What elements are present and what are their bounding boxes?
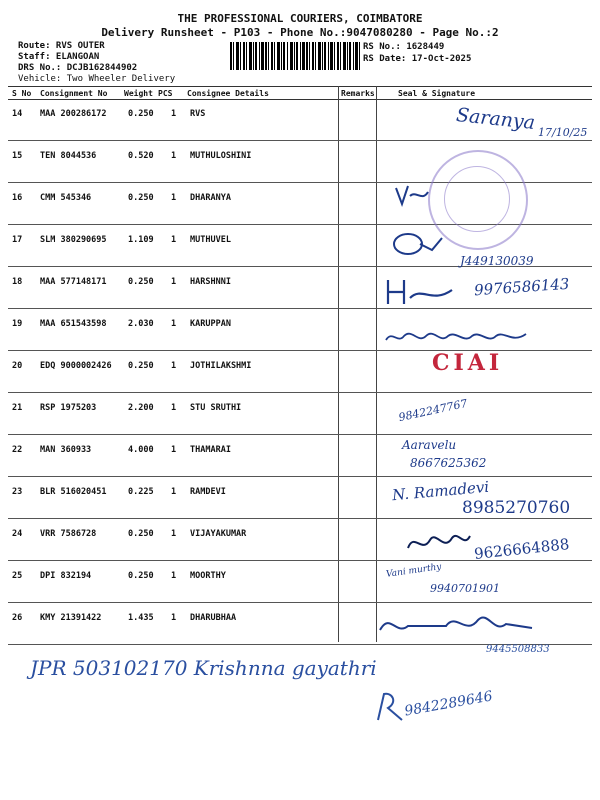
footer-phone-top: 9445508833 bbox=[486, 644, 550, 655]
col-remarks: Remarks bbox=[341, 89, 375, 98]
row-sno: 23 bbox=[12, 487, 23, 497]
col-sno: S No bbox=[12, 89, 32, 98]
signature-23-phone: 8985270760 bbox=[462, 498, 571, 518]
signature-20: CIAI bbox=[432, 350, 504, 376]
row-pcs: 1 bbox=[171, 361, 177, 371]
row-pcs: 1 bbox=[171, 277, 177, 287]
row-weight: 4.000 bbox=[128, 445, 154, 455]
company-title: THE PROFESSIONAL COURIERS, COIMBATORE bbox=[177, 12, 423, 25]
row-pcs: 1 bbox=[171, 235, 177, 245]
row-weight: 0.250 bbox=[128, 529, 154, 539]
rs-number: RS No.: 1628449 bbox=[363, 42, 445, 52]
row-pcs: 1 bbox=[171, 109, 177, 119]
table-row bbox=[8, 393, 592, 435]
row-consignee: JOTHILAKSHMI bbox=[190, 361, 252, 371]
row-pcs: 1 bbox=[171, 613, 177, 623]
row-weight: 0.250 bbox=[128, 109, 154, 119]
row-consignee: THAMARAI bbox=[190, 445, 231, 455]
row-sno: 16 bbox=[12, 193, 23, 203]
row-consignee: DHARUBHAA bbox=[190, 613, 237, 623]
row-consignment: MAA 651543598 bbox=[40, 319, 107, 329]
rs-date: RS Date: 17-Oct-2025 bbox=[363, 54, 472, 64]
row-pcs: 1 bbox=[171, 151, 177, 161]
col-weight: Weight bbox=[124, 89, 153, 98]
row-sno: 24 bbox=[12, 529, 23, 539]
row-consignment: SLM 380290695 bbox=[40, 235, 107, 245]
row-sno: 14 bbox=[12, 109, 23, 119]
signature-18-mark bbox=[382, 276, 462, 308]
vehicle-label: Vehicle: Two Wheeler Delivery bbox=[18, 74, 176, 84]
row-consignment: EDQ 9000002426 bbox=[40, 361, 112, 371]
footer-handwritten-note: JPR 503102170 Krishnna gayathri bbox=[30, 656, 377, 680]
row-consignee: MUTHULOSHINI bbox=[190, 151, 252, 161]
header-top-rule bbox=[8, 86, 592, 87]
signature-14-date: 17/10/25 bbox=[538, 126, 588, 139]
barcode bbox=[230, 42, 360, 70]
row-weight: 2.030 bbox=[128, 319, 154, 329]
table-row bbox=[8, 561, 592, 603]
col-consignment: Consignment No bbox=[40, 89, 108, 98]
row-sno: 19 bbox=[12, 319, 23, 329]
signature-21-phone: 9842247767 bbox=[397, 396, 469, 425]
row-weight: 1.109 bbox=[128, 235, 154, 245]
table-row bbox=[8, 351, 592, 393]
row-sno: 26 bbox=[12, 613, 23, 623]
row-consignment: RSP 1975203 bbox=[40, 403, 97, 413]
row-pcs: 1 bbox=[171, 487, 177, 497]
row-pcs: 1 bbox=[171, 571, 177, 581]
signature-25-name: Vani murthy bbox=[385, 562, 443, 580]
row-sno: 18 bbox=[12, 277, 23, 287]
row-consignee: MUTHUVEL bbox=[190, 235, 231, 245]
row-sno: 21 bbox=[12, 403, 23, 413]
signature-24-phone: 9626664888 bbox=[473, 535, 571, 563]
row-sno: 15 bbox=[12, 151, 23, 161]
row-weight: 0.250 bbox=[128, 193, 154, 203]
row-pcs: 1 bbox=[171, 319, 177, 329]
row-pcs: 1 bbox=[171, 403, 177, 413]
row-consignee: RAMDEVI bbox=[190, 487, 226, 497]
row-consignment: CMM 545346 bbox=[40, 193, 92, 203]
signature-25-phone: 9940701901 bbox=[430, 582, 500, 595]
row-weight: 0.520 bbox=[128, 151, 154, 161]
row-consignment: VRR 7586728 bbox=[40, 529, 97, 539]
drs-number: DRS No.: DCJB162844902 bbox=[18, 63, 138, 73]
row-consignee: STU SRUTHI bbox=[190, 403, 242, 413]
row-consignee: DHARANYA bbox=[190, 193, 231, 203]
signature-17-mark bbox=[390, 230, 450, 258]
route-label: Route: RVS OUTER bbox=[18, 41, 105, 51]
row-pcs: 1 bbox=[171, 529, 177, 539]
signature-18-phone: 9976586143 bbox=[473, 274, 570, 300]
row-consignee: RVS bbox=[190, 109, 206, 119]
row-consignment: DPI 832194 bbox=[40, 571, 92, 581]
row-consignee: VIJAYAKUMAR bbox=[190, 529, 247, 539]
row-consignee: KARUPPAN bbox=[190, 319, 231, 329]
row-sno: 22 bbox=[12, 445, 23, 455]
row-sno: 20 bbox=[12, 361, 23, 371]
row-sno: 17 bbox=[12, 235, 23, 245]
col-consignee: Consignee Details bbox=[187, 89, 269, 98]
row-weight: 1.435 bbox=[128, 613, 154, 623]
signature-23-name: N. Ramadevi bbox=[391, 477, 490, 505]
signature-24-mark bbox=[404, 528, 474, 556]
row-consignment: MAN 360933 bbox=[40, 445, 92, 455]
row-weight: 0.225 bbox=[128, 487, 154, 497]
col-pcs: PCS bbox=[158, 89, 173, 98]
row-consignment: KMY 21391422 bbox=[40, 613, 102, 623]
row-consignment: BLR 516020451 bbox=[40, 487, 107, 497]
runsheet-subtitle: Delivery Runsheet - P103 - Phone No.:9047080280 - Page No.:2 bbox=[101, 26, 499, 39]
staff-label: Staff: ELANGOAN bbox=[18, 52, 100, 62]
row-consignment: TEN 8044536 bbox=[40, 151, 97, 161]
signature-16-mark bbox=[392, 182, 432, 210]
row-weight: 0.250 bbox=[128, 361, 154, 371]
footer-phone-bottom: 9842289646 bbox=[403, 688, 494, 720]
row-consignee: MOORTHY bbox=[190, 571, 226, 581]
signature-17-number: J449130039 bbox=[460, 254, 534, 268]
signature-14: Saranya bbox=[455, 103, 536, 135]
row-consignment: MAA 577148171 bbox=[40, 277, 107, 287]
col-signature: Seal & Signature bbox=[398, 89, 476, 98]
row-pcs: 1 bbox=[171, 193, 177, 203]
row-weight: 0.250 bbox=[128, 277, 154, 287]
signature-26-mark bbox=[376, 606, 536, 640]
row-consignment: MAA 200286172 bbox=[40, 109, 107, 119]
table-row bbox=[8, 435, 592, 477]
row-sno: 25 bbox=[12, 571, 23, 581]
row-pcs: 1 bbox=[171, 445, 177, 455]
signature-22-name: Aaravelu bbox=[402, 438, 457, 452]
signature-22-phone: 8667625362 bbox=[410, 456, 487, 470]
signature-19-mark bbox=[382, 326, 532, 348]
row-weight: 0.250 bbox=[128, 571, 154, 581]
row-weight: 2.200 bbox=[128, 403, 154, 413]
row-consignee: HARSHNNI bbox=[190, 277, 231, 287]
